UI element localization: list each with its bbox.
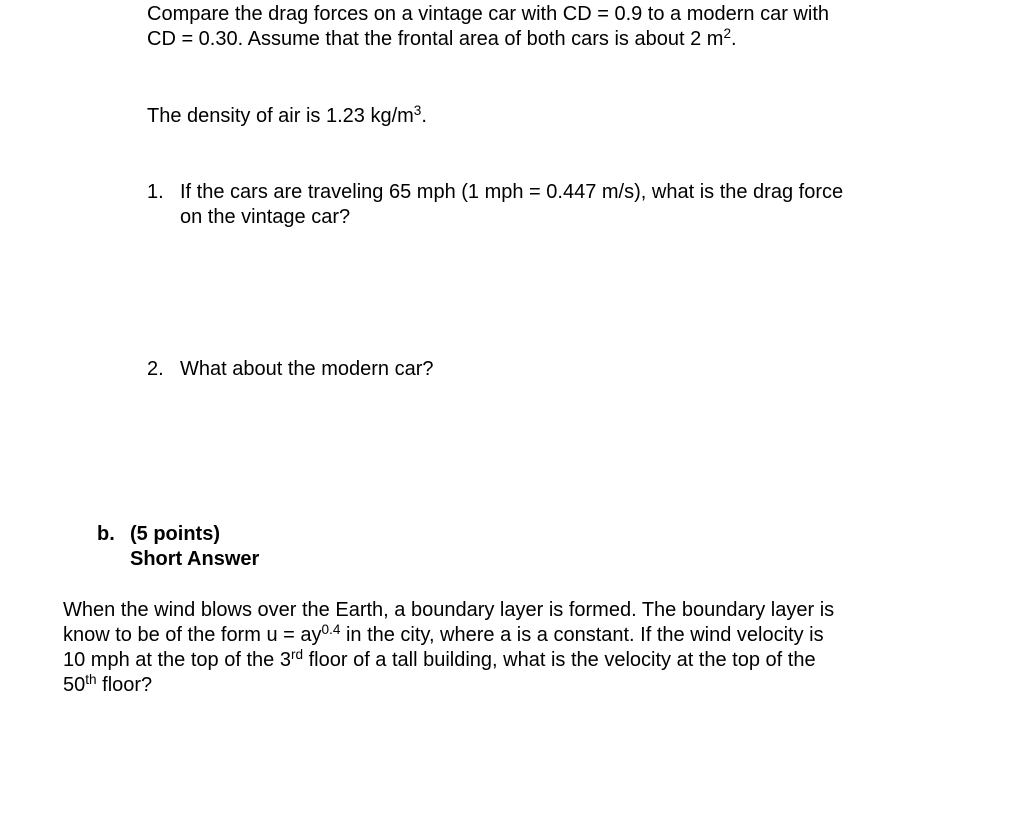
question-2 bbox=[147, 357, 927, 382]
ordinal-th: th bbox=[85, 672, 97, 688]
power-law-exponent: 0.4 bbox=[321, 622, 341, 638]
intro-line-2: CD = 0.30. Assume that the frontal area of both cars is about 2 m bbox=[147, 28, 724, 50]
wind-line-4: 50 bbox=[63, 674, 86, 696]
wind-line-2: know to be of the form u = ay bbox=[63, 624, 322, 646]
area-exponent: 2 bbox=[723, 26, 731, 42]
wind-question-paragraph bbox=[63, 598, 943, 698]
part-b-heading bbox=[97, 522, 497, 572]
part-b-title bbox=[130, 522, 497, 572]
wind-line-3-end: floor of a tall building, what is the velocity at the top of the bbox=[303, 649, 816, 671]
wind-line-1: When the wind blows over the Earth, a boundary layer is formed. The boundary layer is bbox=[63, 599, 835, 621]
part-b-type: Short Answer bbox=[130, 548, 260, 570]
question-1-number: 1. bbox=[147, 181, 164, 203]
question-1 bbox=[147, 180, 927, 230]
wind-line-4-end: floor? bbox=[96, 674, 153, 696]
wind-line-2-end: in the city, where a is a constant. If the wind velocity is bbox=[340, 624, 824, 646]
question-1-text bbox=[180, 180, 927, 230]
density-text-end: . bbox=[421, 105, 427, 127]
question-1-line-2: on the vintage car? bbox=[180, 206, 351, 228]
density-exponent: 3 bbox=[413, 103, 422, 119]
question-2-text: What about the modern car? bbox=[180, 358, 434, 380]
part-b-points: (5 points) bbox=[130, 523, 220, 545]
part-b-label: b. bbox=[97, 523, 115, 545]
air-density-statement bbox=[147, 104, 947, 129]
question-1-line-1: If the cars are traveling 65 mph (1 mph = 0.447 m/s), what is the drag force bbox=[180, 181, 844, 203]
question-2-number: 2. bbox=[147, 358, 164, 380]
intro-paragraph bbox=[147, 2, 947, 52]
ordinal-rd: rd bbox=[290, 647, 304, 663]
wind-line-3: 10 mph at the top of the 3 bbox=[63, 649, 291, 671]
intro-line-1: Compare the drag forces on a vintage car with CD = 0.9 to a modern car with bbox=[147, 3, 830, 25]
density-text: The density of air is 1.23 kg/m bbox=[147, 105, 414, 127]
intro-line-2-end: . bbox=[731, 28, 737, 50]
